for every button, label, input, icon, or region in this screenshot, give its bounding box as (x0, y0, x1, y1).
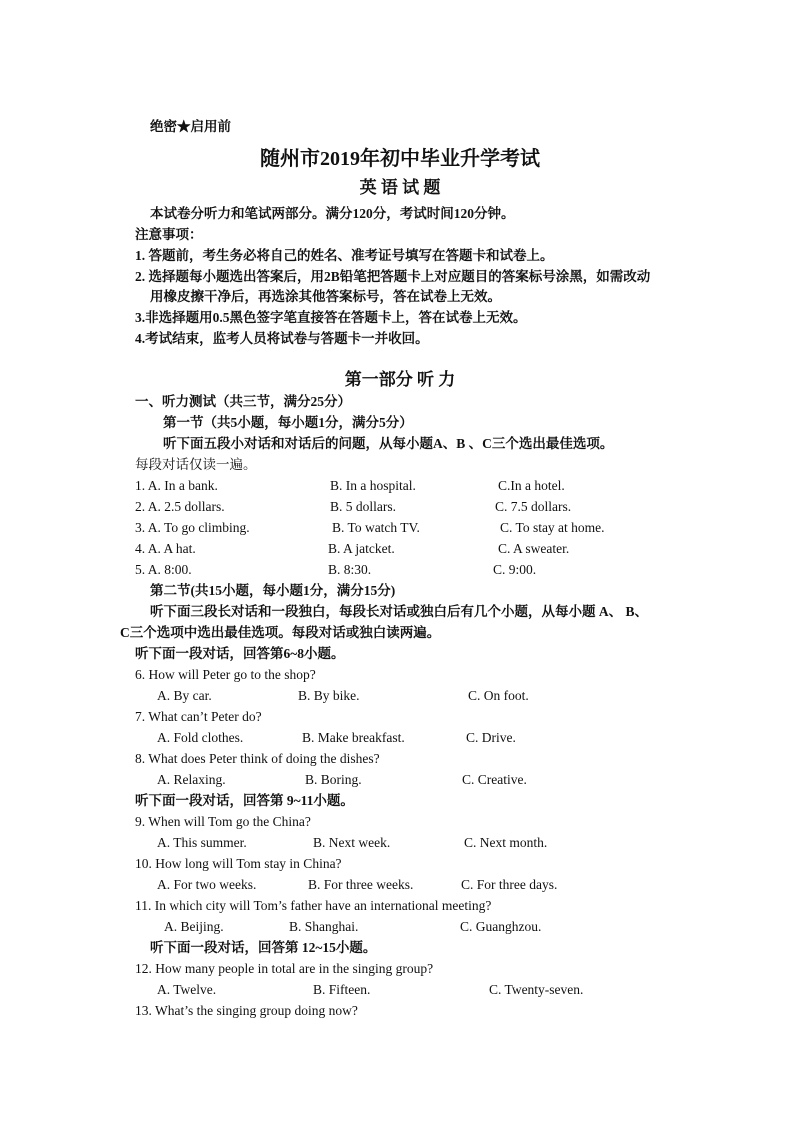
option-b: B. By bike. (298, 688, 360, 703)
option-a: 2. A. 2.5 dollars. (135, 499, 225, 514)
option-c: C. On foot. (468, 688, 529, 703)
option-c: C. To stay at home. (500, 520, 605, 535)
subject-title: 英 语 试 题 (359, 178, 441, 197)
dialogue-group-heading: 听下面一段对话，回答第6~8小题。 (135, 646, 345, 661)
option-c: C. A sweater. (498, 541, 570, 556)
option-b: B. Boring. (305, 772, 362, 787)
option-b: B. For three weeks. (308, 877, 414, 892)
option-a: A. By car. (157, 688, 212, 703)
secret-label: 绝密★启用前 (150, 119, 231, 134)
section1-title: 第一节（共5小题，每小题1分，满分5分） (163, 415, 413, 430)
option-a: A. For two weeks. (157, 877, 257, 892)
note-2: 2. 选择题每小题选出答案后，用2B铅笔把答题卡上对应题目的答案标号涂黑，如需改动 (135, 269, 651, 284)
option-row (0, 918, 800, 936)
note-1: 1. 答题前，考生务必将自己的姓名、准考证号填写在答题卡和试卷上。 (135, 248, 554, 263)
section1-instruction: 听下面五段小对话和对话后的问题，从每小题A、B 、C三个选出最佳选项。 (163, 436, 614, 451)
option-c: C. Creative. (462, 772, 527, 787)
question-stem: 7. What can’t Peter do? (135, 709, 262, 724)
question-row (0, 561, 800, 579)
option-b: B. 8:30. (328, 562, 372, 577)
option-c: C.In a hotel. (498, 478, 565, 493)
notes-title: 注意事项： (135, 227, 203, 242)
note-2-cont: 用橡皮擦干净后，再选涂其他答案标号，答在试卷上无效。 (150, 289, 501, 304)
option-c: C. Twenty-seven. (489, 982, 584, 997)
question-stem: 13. What’s the singing group doing now? (135, 1003, 358, 1018)
option-c: C. Next month. (464, 835, 548, 850)
dialogue-group-heading: 听下面一段对话，回答第 12~15小题。 (150, 940, 377, 955)
option-a: A. This summer. (157, 835, 247, 850)
option-b: B. In a hospital. (330, 478, 416, 493)
section1-instruction-cont: 每段对话仅读一遍。 (135, 457, 257, 472)
option-row (0, 981, 800, 999)
option-b: B. Make breakfast. (302, 730, 405, 745)
option-a: 3. A. To go climbing. (135, 520, 250, 535)
option-b: B. Next week. (313, 835, 391, 850)
option-c: C. 7.5 dollars. (495, 499, 572, 514)
option-a: 4. A. A hat. (135, 541, 196, 556)
exam-title: 随州市2019年初中毕业升学考试 (260, 148, 540, 170)
part1-title: 第一部分 听 力 (344, 370, 456, 389)
question-stem: 6. How will Peter go to the shop? (135, 667, 316, 682)
question-row (0, 477, 800, 495)
note-3: 3.非选择题用0.5黑色签字笔直接答在答题卡上，答在试卷上无效。 (135, 310, 527, 325)
option-a: A. Twelve. (157, 982, 217, 997)
option-b: B. Shanghai. (289, 919, 359, 934)
option-row (0, 729, 800, 747)
question-row (0, 540, 800, 558)
option-a: A. Beijing. (164, 919, 224, 934)
option-a: 5. A. 8:00. (135, 562, 192, 577)
question-row (0, 498, 800, 516)
question-stem: 10. How long will Tom stay in China? (135, 856, 342, 871)
option-row (0, 876, 800, 894)
option-c: C. 9:00. (493, 562, 537, 577)
section2-title: 第二节(共15小题，每小题1分，满分15分) (150, 583, 396, 598)
dialogue-group-heading: 听下面一段对话，回答第 9~11小题。 (135, 793, 354, 808)
option-b: B. 5 dollars. (330, 499, 396, 514)
question-row (0, 519, 800, 537)
option-c: C. Drive. (466, 730, 516, 745)
option-row (0, 687, 800, 705)
option-a: A. Fold clothes. (157, 730, 244, 745)
section2-instruction-cont: C三个选项中选出最佳选项。每段对话或独白读两遍。 (120, 625, 441, 640)
option-a: A. Relaxing. (157, 772, 226, 787)
intro-text: 本试卷分听力和笔试两部分。满分120分，考试时间120分钟。 (150, 206, 515, 221)
option-b: B. Fifteen. (313, 982, 371, 997)
listening-section-title: 一、听力测试（共三节，满分25分） (135, 394, 351, 409)
option-row (0, 834, 800, 852)
question-stem: 11. In which city will Tom’s father have an international meeting? (135, 898, 492, 913)
option-b: B. A jatcket. (328, 541, 395, 556)
question-stem: 12. How many people in total are in the singing group? (135, 961, 434, 976)
option-a: 1. A. In a bank. (135, 478, 218, 493)
option-c: C. Guanghzou. (460, 919, 542, 934)
note-4: 4.考试结束，监考人员将试卷与答题卡一并收回。 (135, 331, 429, 346)
option-row (0, 771, 800, 789)
section2-instruction: 听下面三段长对话和一段独白，每段长对话或独白后有几个小题，从每小题 A、 B、 (150, 604, 649, 619)
question-stem: 8. What does Peter think of doing the dishes? (135, 751, 380, 766)
question-stem: 9. When will Tom go the China? (135, 814, 311, 829)
option-c: C. For three days. (461, 877, 558, 892)
option-b: B. To watch TV. (332, 520, 420, 535)
